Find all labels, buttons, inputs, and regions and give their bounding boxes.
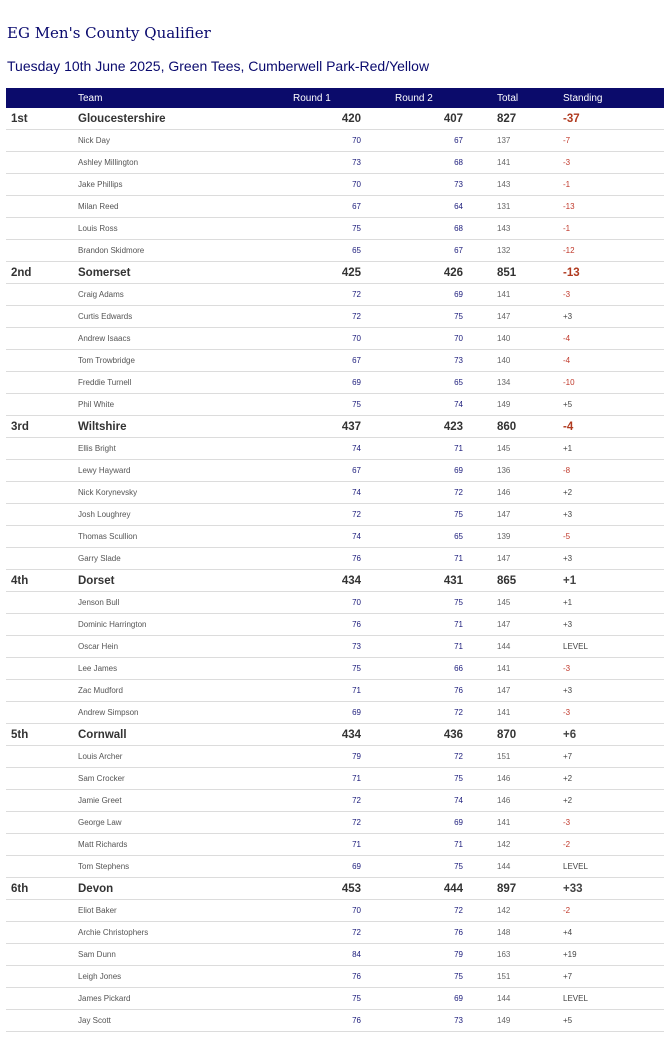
player-row (6, 790, 664, 812)
player-round-1: 74 (352, 444, 361, 453)
player-total: 141 (497, 708, 511, 717)
team-round-1: 437 (341, 420, 361, 433)
player-round-2: 65 (454, 378, 463, 387)
team-row (6, 878, 664, 900)
team-round-1: 434 (341, 574, 361, 587)
team-round-2: 426 (443, 266, 463, 279)
player-round-2: 75 (454, 774, 463, 783)
player-round-1: 70 (352, 180, 361, 189)
player-total: 145 (497, 598, 511, 607)
player-round-1: 71 (352, 840, 361, 849)
player-row (6, 614, 664, 636)
player-standing: +7 (563, 752, 573, 761)
player-total: 147 (497, 686, 511, 695)
page-title: EG Men's County Qualifier (7, 24, 211, 42)
team-standing: -4 (563, 420, 574, 433)
player-standing: +5 (563, 400, 573, 409)
player-total: 136 (497, 466, 511, 475)
player-name: Ellis Bright (78, 444, 116, 453)
player-row (6, 174, 664, 196)
team-round-1: 434 (341, 728, 361, 741)
player-round-2: 64 (454, 202, 463, 211)
player-total: 146 (497, 774, 511, 783)
player-row (6, 900, 664, 922)
team-round-1: 425 (341, 266, 361, 279)
player-name: Phil White (78, 400, 115, 409)
team-position: 4th (11, 574, 29, 587)
player-standing: +7 (563, 972, 573, 981)
player-round-2: 72 (454, 906, 463, 915)
player-total: 147 (497, 312, 511, 321)
player-round-2: 68 (454, 224, 463, 233)
player-round-2: 69 (454, 818, 463, 827)
player-name: Ashley Millington (78, 158, 139, 167)
player-row (6, 746, 664, 768)
player-round-1: 72 (352, 796, 361, 805)
player-name: Archie Christophers (78, 928, 149, 937)
player-standing: -2 (563, 840, 571, 849)
player-row (6, 196, 664, 218)
player-round-2: 72 (454, 752, 463, 761)
player-name: Nick Korynevsky (78, 488, 138, 497)
player-name: Sam Dunn (78, 950, 116, 959)
player-round-2: 74 (454, 796, 463, 805)
player-name: Andrew Simpson (78, 708, 139, 717)
player-round-2: 74 (454, 400, 463, 409)
team-round-2: 407 (443, 112, 463, 125)
player-round-1: 71 (352, 774, 361, 783)
player-name: George Law (78, 818, 122, 827)
player-row (6, 658, 664, 680)
player-total: 151 (497, 752, 511, 761)
player-row (6, 768, 664, 790)
player-total: 143 (497, 224, 511, 233)
player-round-2: 69 (454, 290, 463, 299)
player-row (6, 812, 664, 834)
player-total: 131 (497, 202, 511, 211)
team-position: 5th (11, 728, 29, 741)
table-body (6, 108, 664, 1032)
player-round-2: 68 (454, 158, 463, 167)
player-standing: -8 (563, 466, 571, 475)
team-position: 2nd (11, 266, 32, 279)
player-round-2: 70 (454, 334, 463, 343)
player-name: Jamie Greet (78, 796, 122, 805)
player-round-1: 74 (352, 488, 361, 497)
player-total: 149 (497, 1016, 511, 1025)
player-round-1: 72 (352, 312, 361, 321)
player-name: Dominic Harrington (78, 620, 147, 629)
player-name: Milan Reed (78, 202, 119, 211)
team-position: 3rd (11, 420, 29, 433)
player-total: 134 (497, 378, 511, 387)
player-standing: +2 (563, 488, 573, 497)
player-name: Nick Day (78, 136, 111, 145)
team-name: Devon (78, 882, 114, 895)
player-round-1: 65 (352, 246, 361, 255)
player-row (6, 504, 664, 526)
player-round-1: 75 (352, 994, 361, 1003)
player-name: Tom Trowbridge (78, 356, 135, 365)
team-position: 1st (11, 112, 28, 125)
team-round-2: 431 (443, 574, 463, 587)
player-total: 144 (497, 994, 511, 1003)
player-round-1: 72 (352, 290, 361, 299)
player-row (6, 130, 664, 152)
player-round-1: 76 (352, 554, 361, 563)
player-standing: -7 (563, 136, 571, 145)
player-standing: +3 (563, 554, 573, 563)
player-total: 147 (497, 554, 511, 563)
player-round-1: 70 (352, 334, 361, 343)
player-round-1: 73 (352, 158, 361, 167)
player-standing: +3 (563, 620, 573, 629)
player-round-1: 67 (352, 202, 361, 211)
player-standing: +4 (563, 928, 573, 937)
team-total: 897 (497, 882, 517, 895)
player-total: 148 (497, 928, 511, 937)
player-standing: -3 (563, 708, 571, 717)
player-standing: +5 (563, 1016, 573, 1025)
player-total: 147 (497, 620, 511, 629)
header-team: Team (78, 92, 103, 104)
player-round-2: 75 (454, 510, 463, 519)
player-name: Matt Richards (78, 840, 128, 849)
player-round-2: 69 (454, 466, 463, 475)
player-row (6, 548, 664, 570)
player-row (6, 856, 664, 878)
team-row (6, 108, 664, 130)
team-total: 865 (497, 574, 517, 587)
player-name: Eliot Baker (78, 906, 117, 915)
player-name: Oscar Hein (78, 642, 119, 651)
player-round-2: 69 (454, 994, 463, 1003)
player-standing: LEVEL (563, 862, 588, 871)
player-row (6, 152, 664, 174)
header-total: Total (497, 92, 519, 104)
table-header (6, 88, 664, 108)
player-name: Craig Adams (78, 290, 124, 299)
player-total: 141 (497, 290, 511, 299)
player-row (6, 350, 664, 372)
player-row (6, 526, 664, 548)
player-standing: +3 (563, 312, 573, 321)
team-total: 851 (497, 266, 517, 279)
team-round-1: 453 (341, 882, 361, 895)
player-row (6, 636, 664, 658)
page-subtitle: Tuesday 10th June 2025, Green Tees, Cumberwell Park-Red/Yellow (7, 58, 430, 74)
player-round-1: 70 (352, 598, 361, 607)
team-standing: -13 (563, 266, 580, 279)
player-round-1: 67 (352, 356, 361, 365)
player-round-1: 75 (352, 400, 361, 409)
player-round-2: 66 (454, 664, 463, 673)
player-name: Lee James (78, 664, 118, 673)
player-standing: +2 (563, 774, 573, 783)
player-total: 140 (497, 334, 511, 343)
player-total: 137 (497, 136, 511, 145)
player-round-1: 67 (352, 466, 361, 475)
player-standing: -3 (563, 664, 571, 673)
player-standing: LEVEL (563, 642, 588, 651)
player-name: Tom Stephens (78, 862, 130, 871)
player-round-1: 76 (352, 620, 361, 629)
player-name: Lewy Hayward (78, 466, 131, 475)
player-standing: +3 (563, 686, 573, 695)
team-row (6, 570, 664, 592)
player-standing: +2 (563, 796, 573, 805)
player-round-2: 71 (454, 642, 463, 651)
player-standing: -13 (563, 202, 575, 211)
player-name: Thomas Scullion (78, 532, 138, 541)
player-standing: -4 (563, 356, 571, 365)
player-total: 142 (497, 840, 511, 849)
player-name: Louis Ross (78, 224, 118, 233)
player-total: 141 (497, 818, 511, 827)
player-total: 143 (497, 180, 511, 189)
player-standing: LEVEL (563, 994, 588, 1003)
player-name: Jake Phillips (78, 180, 123, 189)
player-total: 144 (497, 862, 511, 871)
player-standing: -2 (563, 906, 571, 915)
player-round-1: 70 (352, 136, 361, 145)
player-row (6, 438, 664, 460)
player-standing: -3 (563, 158, 571, 167)
player-row (6, 944, 664, 966)
player-round-1: 72 (352, 818, 361, 827)
player-row (6, 1010, 664, 1032)
player-standing: -4 (563, 334, 571, 343)
player-round-2: 71 (454, 554, 463, 563)
player-total: 146 (497, 796, 511, 805)
team-name: Wiltshire (78, 420, 127, 433)
player-name: Garry Slade (78, 554, 121, 563)
player-round-1: 72 (352, 510, 361, 519)
player-name: Jay Scott (78, 1016, 111, 1025)
team-position: 6th (11, 882, 29, 895)
team-standing: -37 (563, 112, 580, 125)
player-name: Brandon Skidmore (78, 246, 145, 255)
player-round-1: 76 (352, 972, 361, 981)
player-standing: -3 (563, 818, 571, 827)
player-round-1: 84 (352, 950, 361, 959)
player-row (6, 306, 664, 328)
player-name: Louis Archer (78, 752, 123, 761)
player-round-1: 69 (352, 378, 361, 387)
player-total: 140 (497, 356, 511, 365)
player-row (6, 680, 664, 702)
player-round-2: 72 (454, 708, 463, 717)
player-total: 147 (497, 510, 511, 519)
player-standing: -1 (563, 180, 571, 189)
player-row (6, 966, 664, 988)
player-round-2: 67 (454, 246, 463, 255)
team-round-2: 423 (443, 420, 463, 433)
player-round-1: 75 (352, 224, 361, 233)
player-name: Freddie Turnell (78, 378, 132, 387)
player-round-1: 71 (352, 686, 361, 695)
team-standing: +1 (563, 574, 577, 587)
player-round-1: 79 (352, 752, 361, 761)
player-standing: -5 (563, 532, 571, 541)
player-round-2: 75 (454, 598, 463, 607)
player-name: James Pickard (78, 994, 131, 1003)
player-round-2: 65 (454, 532, 463, 541)
player-round-2: 72 (454, 488, 463, 497)
player-name: Jenson Bull (78, 598, 120, 607)
team-row (6, 724, 664, 746)
player-standing: +1 (563, 444, 573, 453)
team-name: Gloucestershire (78, 112, 166, 125)
player-row (6, 284, 664, 306)
player-standing: -12 (563, 246, 575, 255)
player-round-1: 74 (352, 532, 361, 541)
player-round-1: 72 (352, 928, 361, 937)
team-row (6, 262, 664, 284)
player-round-2: 76 (454, 928, 463, 937)
player-total: 144 (497, 642, 511, 651)
player-round-2: 73 (454, 356, 463, 365)
player-name: Josh Loughrey (78, 510, 131, 519)
player-name: Sam Crocker (78, 774, 125, 783)
team-standing: +33 (563, 882, 583, 895)
team-name: Dorset (78, 574, 115, 587)
player-row (6, 834, 664, 856)
player-name: Leigh Jones (78, 972, 122, 981)
player-round-2: 71 (454, 444, 463, 453)
player-row (6, 218, 664, 240)
player-row (6, 372, 664, 394)
player-standing: +3 (563, 510, 573, 519)
results-table (6, 88, 664, 1032)
player-total: 139 (497, 532, 511, 541)
player-row (6, 240, 664, 262)
player-total: 141 (497, 158, 511, 167)
player-name: Zac Mudford (78, 686, 123, 695)
header-standing: Standing (563, 92, 603, 104)
player-row (6, 592, 664, 614)
player-row (6, 922, 664, 944)
player-round-1: 73 (352, 642, 361, 651)
player-total: 141 (497, 664, 511, 673)
team-standing: +6 (563, 728, 577, 741)
player-row (6, 328, 664, 350)
player-row (6, 394, 664, 416)
player-standing: -1 (563, 224, 571, 233)
player-round-2: 71 (454, 840, 463, 849)
player-total: 132 (497, 246, 511, 255)
player-standing: +19 (563, 950, 577, 959)
player-round-2: 79 (454, 950, 463, 959)
team-total: 827 (497, 112, 517, 125)
player-total: 151 (497, 972, 511, 981)
player-total: 145 (497, 444, 511, 453)
player-round-2: 71 (454, 620, 463, 629)
team-row (6, 416, 664, 438)
player-total: 146 (497, 488, 511, 497)
team-name: Somerset (78, 266, 131, 279)
player-round-1: 70 (352, 906, 361, 915)
player-round-1: 76 (352, 1016, 361, 1025)
player-total: 149 (497, 400, 511, 409)
player-round-2: 75 (454, 972, 463, 981)
player-standing: -10 (563, 378, 575, 387)
header-round-2: Round 2 (395, 92, 433, 104)
team-name: Cornwall (78, 728, 127, 741)
player-name: Andrew Isaacs (78, 334, 131, 343)
team-round-1: 420 (341, 112, 361, 125)
player-round-2: 75 (454, 312, 463, 321)
header-round-1: Round 1 (293, 92, 331, 104)
player-total: 142 (497, 906, 511, 915)
player-name: Curtis Edwards (78, 312, 133, 321)
player-row (6, 460, 664, 482)
player-round-2: 76 (454, 686, 463, 695)
player-round-2: 67 (454, 136, 463, 145)
player-round-2: 75 (454, 862, 463, 871)
player-round-2: 73 (454, 1016, 463, 1025)
player-row (6, 988, 664, 1010)
player-row (6, 702, 664, 724)
player-round-1: 69 (352, 708, 361, 717)
player-round-1: 69 (352, 862, 361, 871)
team-round-2: 436 (443, 728, 463, 741)
player-row (6, 482, 664, 504)
player-standing: -3 (563, 290, 571, 299)
player-round-1: 75 (352, 664, 361, 673)
team-total: 870 (497, 728, 517, 741)
player-standing: +1 (563, 598, 573, 607)
team-total: 860 (497, 420, 517, 433)
player-total: 163 (497, 950, 511, 959)
player-round-2: 73 (454, 180, 463, 189)
team-round-2: 444 (443, 882, 463, 895)
